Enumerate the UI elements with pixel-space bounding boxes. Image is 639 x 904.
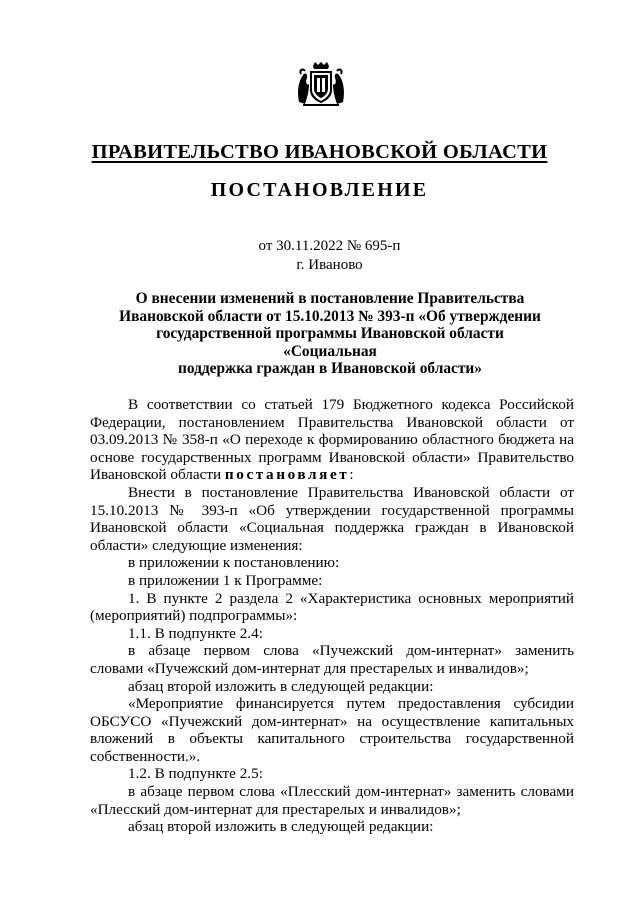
paragraph-text: В соответствии со статьей 179 Бюджетного кодекса Российской Федерации, постановлением Правительства Ивановской области от 03.09.2013 № 358-п «О переходе к формированию областного бюджета на основе государственных программ Ивановской области» Правительство Ивановской области (90, 396, 574, 484)
title-line: О внесении изменений в постановление Правительства (135, 290, 525, 307)
title-line: Ивановской области от 15.10.2013 № 393-п «Об утверждении (119, 307, 541, 325)
document-body (90, 396, 574, 836)
paragraph: 1.1. В подпункте 2.4: (128, 624, 263, 642)
paragraph: абзац второй изложить в следующей редакции: (128, 818, 434, 836)
city: г. Иваново (296, 257, 363, 273)
paragraph: Внести в постановление Правительства Ивановской области от 15.10.2013 № 393-п «Об утверждении государственной программы Ивановской области «Социальная поддержка граждан в Ивановской области» следующие изменения: (90, 483, 574, 554)
organization-name: ПРАВИТЕЛЬСТВО ИВАНОВСКОЙ ОБЛАСТИ (91, 141, 548, 163)
paragraph: абзац второй изложить в следующей редакции: (128, 677, 434, 695)
paragraph: «Мероприятие финансируется путем предоставления субсидии ОБСУСО «Пучежский дом-интернат» на осуществление капитальных вложений в объекты капитального строительства государственной собственности.». (90, 695, 574, 765)
coat-of-arms-icon (295, 62, 347, 106)
paragraph (90, 396, 574, 484)
paragraph: 1. В пункте 2 раздела 2 «Характеристика основных мероприятий (мероприятий) подпрограммы»: (90, 589, 574, 625)
resolution-keyword: постановляет (224, 466, 350, 484)
paragraph: в абзаце первом слова «Пучежский дом-интернат» заменить словами «Пучежский дом-интернат для престарелых и инвалидов»; (90, 642, 574, 677)
title-line: государственной программы Ивановской области «Социальная (156, 325, 504, 360)
date-and-location (0, 237, 639, 275)
title-line: поддержка граждан в Ивановской области» (177, 360, 483, 377)
paragraph: в приложении к постановлению: (128, 554, 340, 572)
document-type: ПОСТАНОВЛЕНИЕ (210, 179, 429, 201)
paragraph: в абзаце первом слова «Плесский дом-интернат» заменить словами «Плесский дом-интернат для престарелых и инвалидов»; (90, 783, 574, 818)
paragraph: в приложении 1 к Программе: (128, 571, 323, 589)
document-title (110, 290, 550, 378)
date-number: от 30.11.2022 № 695-п (258, 238, 401, 254)
paragraph-end: : (349, 466, 354, 484)
paragraph: 1.2. В подпункте 2.5: (128, 765, 263, 783)
